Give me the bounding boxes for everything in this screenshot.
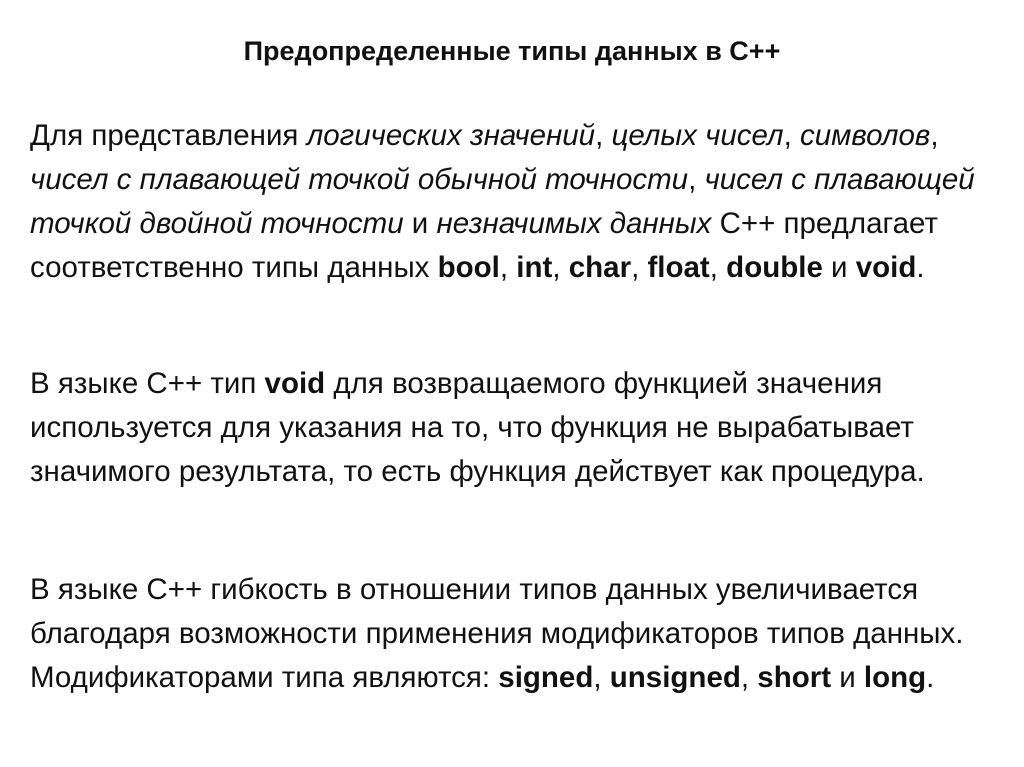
text-run: .: [926, 661, 935, 694]
keyword-unsigned: unsigned: [609, 661, 741, 694]
term-double-precision-floats: чисел с плавающей точкой двойной точности: [30, 163, 975, 240]
paragraph-predefined-types: [30, 114, 1005, 290]
keyword-void: void: [264, 367, 326, 400]
paragraph-type-modifiers: [30, 568, 1005, 700]
text-run: и: [831, 661, 864, 694]
text-run: ,: [740, 661, 758, 694]
text-run: ,: [595, 119, 612, 152]
text-run: .: [916, 251, 925, 284]
term-integers: целых чисел: [611, 119, 784, 152]
text-run: ,: [930, 119, 939, 152]
text-run: ,: [499, 251, 517, 284]
slide-title: Предопределенные типы данных в C++: [243, 36, 781, 66]
text-run: Для представления: [30, 119, 307, 152]
keyword-short: short: [757, 661, 832, 694]
text-run: ,: [783, 119, 800, 152]
term-characters: символов: [799, 119, 931, 152]
term-single-precision-floats: чисел с плавающей точкой обычной точности: [30, 163, 689, 196]
keyword-int: int: [516, 251, 553, 284]
keyword-void: void: [855, 251, 917, 284]
keyword-float: float: [647, 251, 710, 284]
paragraph-void-type: [30, 362, 1005, 494]
text-run: для возвращаемого функцией значения используется для указания на то, что функция не вырабатывает значимого результата, то есть функция действует как процедура.: [30, 367, 925, 488]
term-logical-values: логических значений: [306, 119, 596, 152]
keyword-char: char: [568, 251, 632, 284]
text-run: ,: [593, 661, 610, 694]
text-run: и: [403, 207, 437, 240]
keyword-signed: signed: [498, 661, 594, 694]
text-run: и: [822, 251, 856, 284]
text-run: В языке C++ тип: [30, 367, 265, 400]
text-run: В языке C++ гибкость в отношении типов данных увеличивается благодаря возможности применения модификаторов типов данных. Модификаторами типа являются:: [30, 573, 964, 694]
text-run: ,: [688, 163, 705, 196]
text-run: ,: [709, 251, 727, 284]
text-run: ,: [552, 251, 569, 284]
keyword-long: long: [863, 661, 927, 694]
text-run: ,: [631, 251, 648, 284]
term-insignificant-data: незначимых данных: [436, 207, 712, 240]
keyword-double: double: [726, 251, 823, 284]
text-run: C++ предлагает соответственно типы данных: [30, 207, 938, 284]
keyword-bool: bool: [437, 251, 500, 284]
